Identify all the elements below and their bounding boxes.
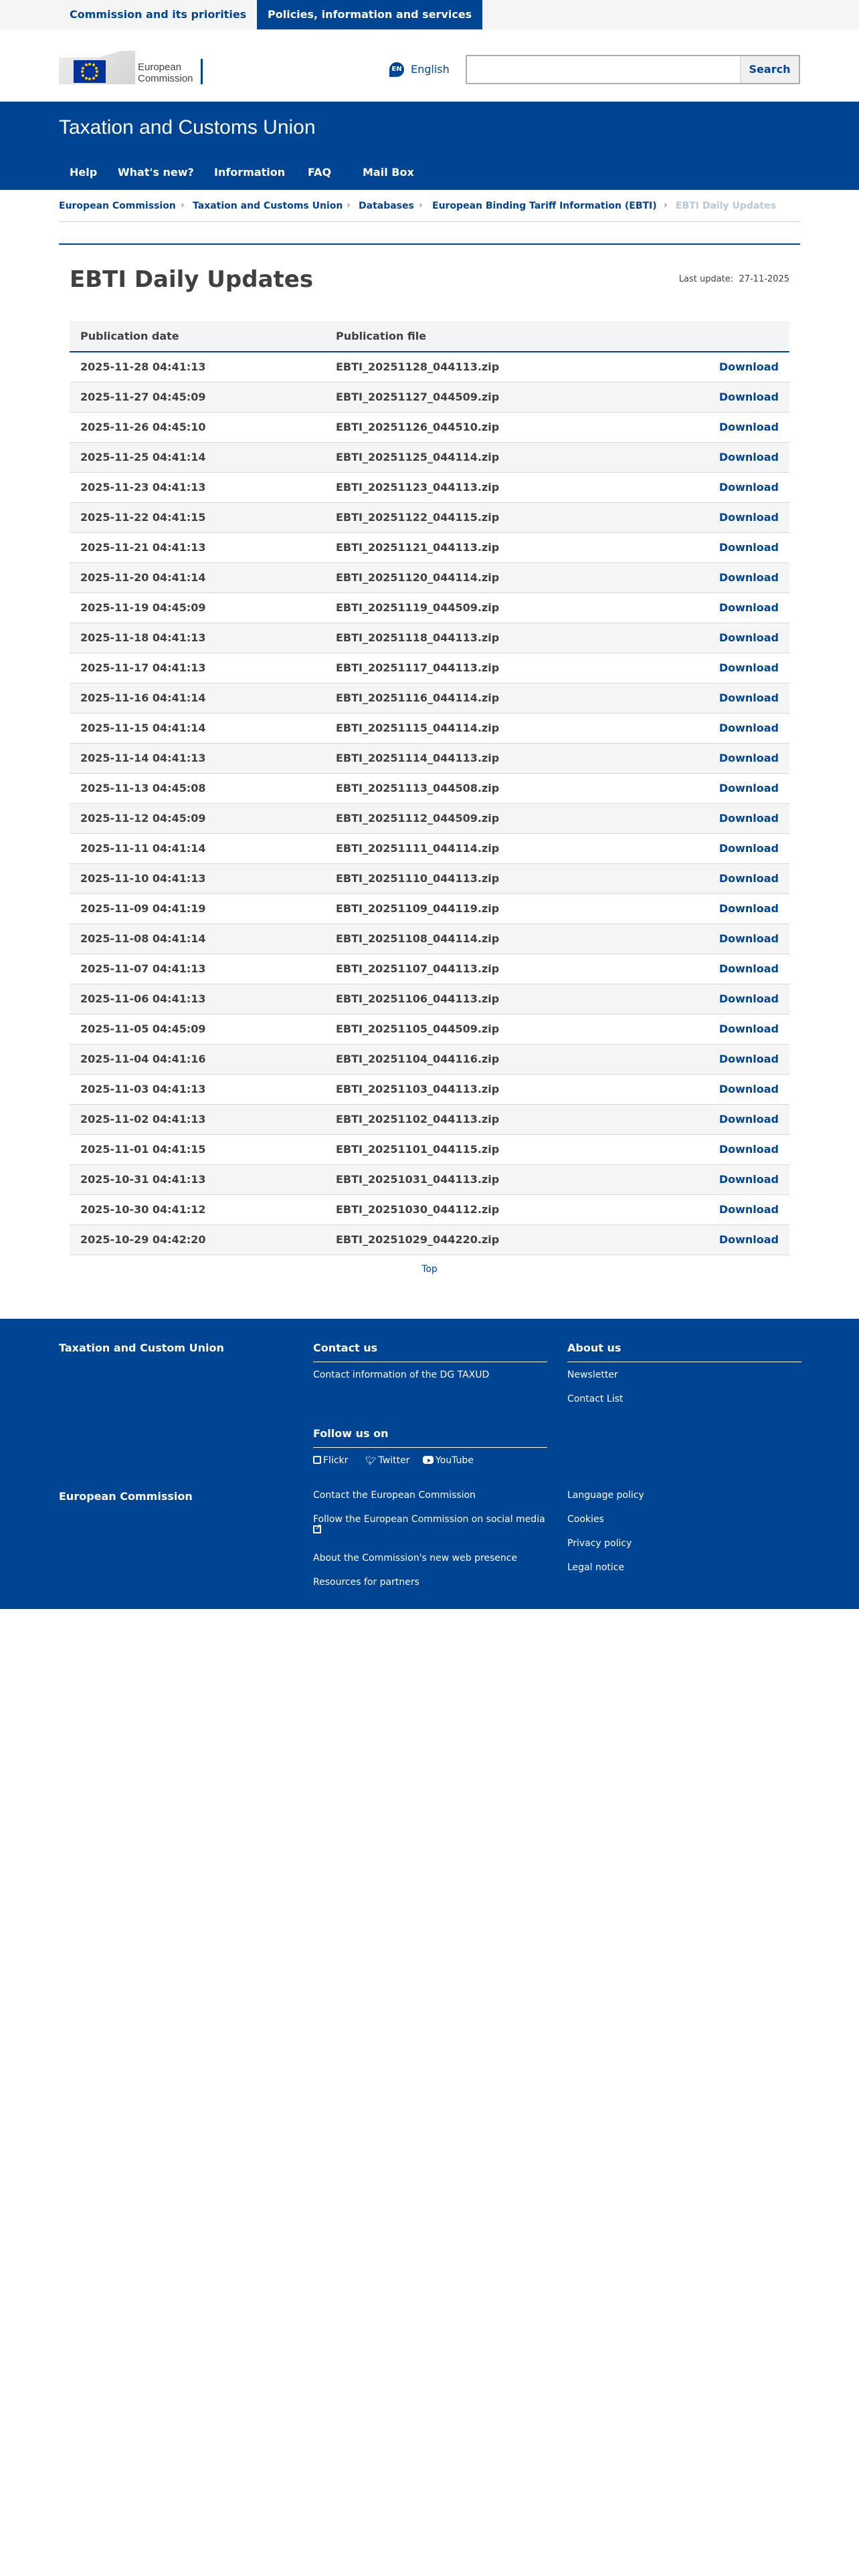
- chevron-right-icon: ›: [419, 200, 423, 211]
- download-link[interactable]: Download: [700, 382, 789, 412]
- download-link[interactable]: Download: [700, 954, 789, 984]
- breadcrumb-european-commission[interactable]: European Commission: [59, 201, 176, 211]
- publication-date-cell: 2025-11-07 04:41:13: [70, 954, 325, 984]
- download-link[interactable]: Download: [700, 743, 789, 773]
- footer-legal-notice-link[interactable]: Legal notice: [567, 1562, 625, 1573]
- publication-date-cell: 2025-11-19 04:45:09: [70, 593, 325, 623]
- download-link[interactable]: Download: [700, 532, 789, 562]
- publication-file-cell: EBTI_20251105_044509.zip: [325, 1014, 700, 1044]
- publication-file-cell: EBTI_20251106_044113.zip: [325, 984, 700, 1014]
- download-link[interactable]: Download: [700, 442, 789, 472]
- download-link[interactable]: Download: [700, 502, 789, 532]
- table-row: [70, 833, 789, 863]
- publication-file-cell: EBTI_20251110_044113.zip: [325, 863, 700, 893]
- nav-item-faq[interactable]: FAQ: [308, 166, 332, 179]
- eu-star-icon: [88, 63, 91, 66]
- publication-date-cell: 2025-10-30 04:41:12: [70, 1194, 325, 1224]
- european-commission-logo[interactable]: [59, 45, 203, 86]
- publication-file-cell: EBTI_20251112_044509.zip: [325, 803, 700, 833]
- publication-date-cell: 2025-11-23 04:41:13: [70, 472, 325, 502]
- flickr-icon: [313, 1456, 321, 1464]
- publication-file-cell: EBTI_20251114_044113.zip: [325, 743, 700, 773]
- publication-date-cell: 2025-11-11 04:41:14: [70, 833, 325, 863]
- publication-date-cell: 2025-11-02 04:41:13: [70, 1104, 325, 1134]
- eu-star-icon: [85, 64, 88, 66]
- publication-date-cell: 2025-11-10 04:41:13: [70, 863, 325, 893]
- nav-item-whats-new[interactable]: What's new?: [118, 166, 194, 179]
- footer-resources-partners-link[interactable]: Resources for partners: [313, 1577, 419, 1588]
- publication-date-cell: 2025-11-12 04:45:09: [70, 803, 325, 833]
- site-title[interactable]: Taxation and Customs Union: [59, 116, 316, 138]
- language-speech-icon: EN: [389, 62, 404, 77]
- site-footer: [0, 1319, 859, 1609]
- download-link[interactable]: Download: [700, 412, 789, 442]
- download-link[interactable]: Download: [700, 653, 789, 683]
- footer-follow-heading: Follow us on: [313, 1427, 389, 1440]
- footer-flickr-link[interactable]: Flickr: [313, 1455, 348, 1466]
- publication-date-cell: 2025-11-15 04:41:14: [70, 713, 325, 743]
- twitter-icon: 🐦︎: [365, 1456, 377, 1466]
- publication-date-cell: 2025-11-22 04:41:15: [70, 502, 325, 532]
- publication-date-cell: 2025-11-01 04:41:15: [70, 1134, 325, 1164]
- footer-privacy-policy-link[interactable]: Privacy policy: [567, 1538, 632, 1549]
- table-row: [70, 382, 789, 412]
- download-link[interactable]: Download: [700, 773, 789, 803]
- global-topbar: [0, 0, 859, 29]
- download-link[interactable]: Download: [700, 683, 789, 713]
- table-row: [70, 352, 789, 382]
- column-publication-file: Publication file: [325, 321, 700, 352]
- table-row: [70, 743, 789, 773]
- download-link[interactable]: Download: [700, 472, 789, 502]
- breadcrumb-ebti[interactable]: European Binding Tariff Information (EBTI): [432, 201, 657, 211]
- publication-file-cell: EBTI_20251108_044114.zip: [325, 924, 700, 954]
- table-row: [70, 984, 789, 1014]
- eu-flag-icon: [74, 60, 106, 83]
- updates-table: [70, 321, 789, 1255]
- site-banner: [0, 102, 859, 190]
- youtube-icon: [423, 1456, 434, 1464]
- content-divider: [59, 243, 800, 245]
- publication-date-cell: 2025-11-09 04:41:19: [70, 893, 325, 924]
- nav-item-mail-box[interactable]: Mail Box: [363, 166, 414, 179]
- last-update-label: Last update:: [678, 274, 734, 284]
- table-row: [70, 863, 789, 893]
- publication-date-cell: 2025-11-05 04:45:09: [70, 1014, 325, 1044]
- logo-text-line2: Commission: [138, 73, 193, 84]
- publication-file-cell: EBTI_20251031_044113.zip: [325, 1164, 700, 1194]
- publication-file-cell: EBTI_20251104_044116.zip: [325, 1044, 700, 1074]
- eu-star-icon: [85, 77, 88, 80]
- chevron-right-icon: ›: [347, 200, 351, 211]
- table-row: [70, 1074, 789, 1104]
- publication-file-cell: EBTI_20251120_044114.zip: [325, 562, 700, 593]
- publication-date-cell: 2025-11-20 04:41:14: [70, 562, 325, 593]
- table-row: [70, 562, 789, 593]
- eu-star-icon: [95, 67, 98, 70]
- table-row: [70, 653, 789, 683]
- publication-file-cell: EBTI_20251101_044115.zip: [325, 1134, 700, 1164]
- site-header: [0, 29, 859, 102]
- table-row: [70, 893, 789, 924]
- table-row: [70, 1194, 789, 1224]
- publication-file-cell: EBTI_20251122_044115.zip: [325, 502, 700, 532]
- nav-item-help[interactable]: Help: [70, 166, 98, 179]
- publication-file-cell: EBTI_20251121_044113.zip: [325, 532, 700, 562]
- footer-twitter-link[interactable]: 🐦︎ Twitter: [365, 1455, 410, 1466]
- publication-file-cell: EBTI_20251115_044114.zip: [325, 713, 700, 743]
- footer-contact-ec-link[interactable]: Contact the European Commission: [313, 1490, 476, 1501]
- nav-item-information[interactable]: Information: [214, 166, 286, 179]
- download-link[interactable]: Download: [700, 1224, 789, 1255]
- footer-cookies-link[interactable]: Cookies: [567, 1514, 604, 1525]
- publication-file-cell: EBTI_20251109_044119.zip: [325, 893, 700, 924]
- table-row: [70, 1044, 789, 1074]
- table-row: [70, 532, 789, 562]
- download-link[interactable]: Download: [700, 863, 789, 893]
- chevron-right-icon: ›: [664, 200, 668, 211]
- publication-file-cell: EBTI_20251125_044114.zip: [325, 442, 700, 472]
- logo-divider: [201, 59, 203, 84]
- table-row: [70, 502, 789, 532]
- download-link[interactable]: Download: [700, 1104, 789, 1134]
- eu-star-icon: [81, 70, 84, 73]
- publication-date-cell: 2025-11-25 04:41:14: [70, 442, 325, 472]
- column-download: [700, 321, 789, 352]
- publication-date-cell: 2025-10-29 04:42:20: [70, 1224, 325, 1255]
- publication-date-cell: 2025-11-08 04:41:14: [70, 924, 325, 954]
- eu-star-icon: [96, 70, 98, 73]
- eu-star-icon: [82, 74, 84, 77]
- table-row: [70, 1014, 789, 1044]
- download-link[interactable]: Download: [700, 1164, 789, 1194]
- publication-file-cell: EBTI_20251127_044509.zip: [325, 382, 700, 412]
- publication-date-cell: 2025-11-26 04:45:10: [70, 412, 325, 442]
- publication-file-cell: EBTI_20251116_044114.zip: [325, 683, 700, 713]
- table-row: [70, 1164, 789, 1194]
- publication-date-cell: 2025-11-21 04:41:13: [70, 532, 325, 562]
- publication-date-cell: 2025-11-03 04:41:13: [70, 1074, 325, 1104]
- footer-newsletter-link[interactable]: Newsletter: [567, 1370, 618, 1380]
- breadcrumb: [59, 198, 800, 222]
- breadcrumb-taxation-customs[interactable]: Taxation and Customs Union: [193, 201, 343, 211]
- logo-text-line1: European: [138, 62, 182, 73]
- publication-file-cell: EBTI_20251107_044113.zip: [325, 954, 700, 984]
- publication-date-cell: 2025-10-31 04:41:13: [70, 1164, 325, 1194]
- download-link[interactable]: Download: [700, 833, 789, 863]
- download-link[interactable]: Download: [700, 1194, 789, 1224]
- column-publication-date: Publication date: [70, 321, 325, 352]
- publication-file-cell: EBTI_20251126_044510.zip: [325, 412, 700, 442]
- publication-file-cell: EBTI_20251103_044113.zip: [325, 1074, 700, 1104]
- publication-file-cell: EBTI_20251118_044113.zip: [325, 623, 700, 653]
- publication-date-cell: 2025-11-14 04:41:13: [70, 743, 325, 773]
- footer-contact-taxud-link[interactable]: Contact information of the DG TAXUD: [313, 1370, 490, 1380]
- footer-ec-heading[interactable]: European Commission: [59, 1490, 193, 1503]
- download-link[interactable]: Download: [700, 893, 789, 924]
- table-row: [70, 713, 789, 743]
- download-link[interactable]: Download: [700, 623, 789, 653]
- publication-file-cell: EBTI_20251119_044509.zip: [325, 593, 700, 623]
- table-row: [70, 593, 789, 623]
- publication-date-cell: 2025-11-17 04:41:13: [70, 653, 325, 683]
- table-row: [70, 924, 789, 954]
- publication-file-cell: EBTI_20251113_044508.zip: [325, 773, 700, 803]
- publication-file-cell: EBTI_20251030_044112.zip: [325, 1194, 700, 1224]
- breadcrumb-current-page: EBTI Daily Updates: [676, 201, 776, 211]
- download-link[interactable]: Download: [700, 352, 789, 382]
- external-link-icon: [313, 1525, 321, 1533]
- publication-date-cell: 2025-11-18 04:41:13: [70, 623, 325, 653]
- eu-star-icon: [95, 74, 98, 77]
- footer-rule: [313, 1447, 547, 1448]
- chevron-right-icon: ›: [181, 200, 185, 211]
- download-link[interactable]: Download: [700, 1014, 789, 1044]
- footer-new-web-presence-link[interactable]: About the Commission's new web presence: [313, 1553, 518, 1564]
- publication-file-cell: EBTI_20251117_044113.zip: [325, 653, 700, 683]
- table-row: [70, 803, 789, 833]
- eu-star-icon: [92, 77, 95, 80]
- table-row: [70, 683, 789, 713]
- table-row: [70, 412, 789, 442]
- page-title: EBTI Daily Updates: [70, 266, 314, 293]
- table-row: [70, 954, 789, 984]
- table-row: [70, 623, 789, 653]
- footer-contact-list-link[interactable]: Contact List: [567, 1394, 624, 1404]
- search-button[interactable]: Search: [740, 56, 799, 83]
- download-link[interactable]: Download: [700, 803, 789, 833]
- publication-file-cell: EBTI_20251029_044220.zip: [325, 1224, 700, 1255]
- search-form: [466, 55, 800, 84]
- download-link[interactable]: Download: [700, 593, 789, 623]
- footer-follow-ec-social-link[interactable]: Follow the European Commission on social media ↗: [313, 1514, 545, 1535]
- download-link[interactable]: Download: [700, 984, 789, 1014]
- table-row: [70, 773, 789, 803]
- publication-file-cell: EBTI_20251128_044113.zip: [325, 352, 700, 382]
- eu-star-icon: [88, 78, 91, 80]
- breadcrumb-databases[interactable]: Databases: [359, 201, 414, 211]
- footer-language-policy-link[interactable]: Language policy: [567, 1490, 644, 1501]
- publication-date-cell: 2025-11-13 04:45:08: [70, 773, 325, 803]
- back-to-top-link[interactable]: Top: [421, 1264, 438, 1275]
- publication-date-cell: 2025-11-28 04:41:13: [70, 352, 325, 382]
- publication-date-cell: 2025-11-27 04:45:09: [70, 382, 325, 412]
- table-header-row: [70, 321, 789, 352]
- publication-date-cell: 2025-11-04 04:41:16: [70, 1044, 325, 1074]
- publication-date-cell: 2025-11-16 04:41:14: [70, 683, 325, 713]
- download-link[interactable]: Download: [700, 1134, 789, 1164]
- table-row: [70, 1224, 789, 1255]
- policies-services-link[interactable]: Policies, information and services: [257, 0, 482, 29]
- last-update: [679, 274, 789, 284]
- commission-priorities-link[interactable]: Commission and its priorities: [70, 8, 247, 21]
- publication-date-cell: 2025-11-06 04:41:13: [70, 984, 325, 1014]
- footer-contact-heading: Contact us: [313, 1341, 378, 1354]
- footer-youtube-link[interactable]: YouTube: [423, 1455, 474, 1466]
- download-link[interactable]: Download: [700, 713, 789, 743]
- table-row: [70, 472, 789, 502]
- download-link[interactable]: Download: [700, 924, 789, 954]
- table-row: [70, 442, 789, 472]
- eu-star-icon: [82, 67, 84, 70]
- language-label: English: [411, 63, 450, 76]
- footer-site-name[interactable]: Taxation and Custom Union: [59, 1341, 224, 1354]
- download-link[interactable]: Download: [700, 1044, 789, 1074]
- footer-about-heading: About us: [567, 1341, 622, 1354]
- table-row: [70, 1134, 789, 1164]
- search-input[interactable]: [467, 56, 740, 83]
- publication-file-cell: EBTI_20251123_044113.zip: [325, 472, 700, 502]
- download-link[interactable]: Download: [700, 562, 789, 593]
- publication-file-cell: EBTI_20251111_044114.zip: [325, 833, 700, 863]
- eu-star-icon: [92, 64, 95, 66]
- last-update-value: 27-11-2025: [739, 274, 789, 284]
- publication-file-cell: EBTI_20251102_044113.zip: [325, 1104, 700, 1134]
- table-row: [70, 1104, 789, 1134]
- download-link[interactable]: Download: [700, 1074, 789, 1104]
